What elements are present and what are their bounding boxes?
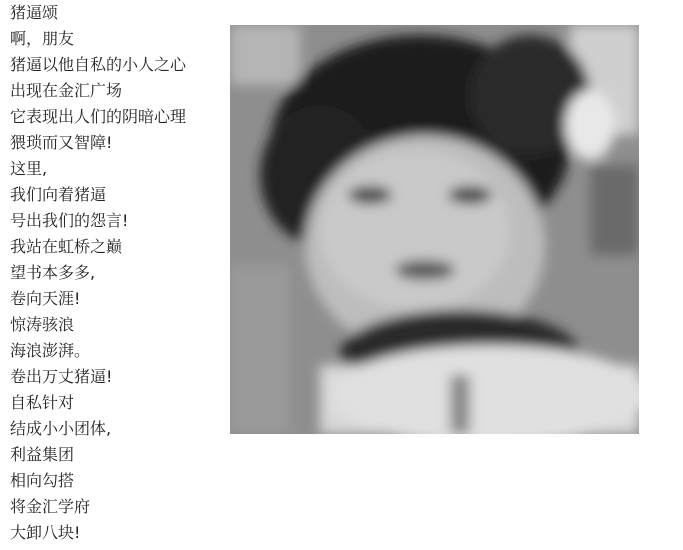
poem-line: 卷出万丈猪逼!	[10, 367, 113, 386]
portrait-photo	[230, 25, 639, 434]
poem-line: 这里,	[10, 159, 48, 178]
poem-line: 我们向着猪逼	[10, 185, 107, 204]
poem-line: 利益集团	[10, 445, 75, 464]
poem-line: 大卸八块!	[10, 523, 81, 542]
poem-line: 啊，朋友	[10, 29, 75, 48]
poem-line: 惊涛骇浪	[10, 315, 75, 334]
poem-line: 卷向天涯!	[10, 289, 81, 308]
poem-line: 海浪澎湃。	[10, 341, 91, 360]
poem-line: 号出我们的怨言!	[10, 211, 129, 230]
poem-line: 我站在虹桥之巅	[10, 237, 123, 256]
poem-line: 望书本多多,	[10, 263, 96, 282]
poem-line: 将金汇学府	[10, 497, 91, 516]
poem-title: 猪逼颂	[10, 3, 59, 22]
poem-line: 自私针对	[10, 393, 75, 412]
poem-line: 它表现出人们的阴暗心理	[10, 107, 187, 126]
pixelated-portrait-icon	[230, 25, 639, 434]
poem-text	[10, 0, 225, 546]
poem-line: 相向勾搭	[10, 471, 75, 490]
poem-line: 结成小小团体,	[10, 419, 112, 438]
poem-line: 出现在金汇广场	[10, 81, 123, 100]
poem-line: 猥琐而又智障!	[10, 133, 113, 152]
poem-line: 猪逼以他自私的小人之心	[10, 55, 187, 74]
